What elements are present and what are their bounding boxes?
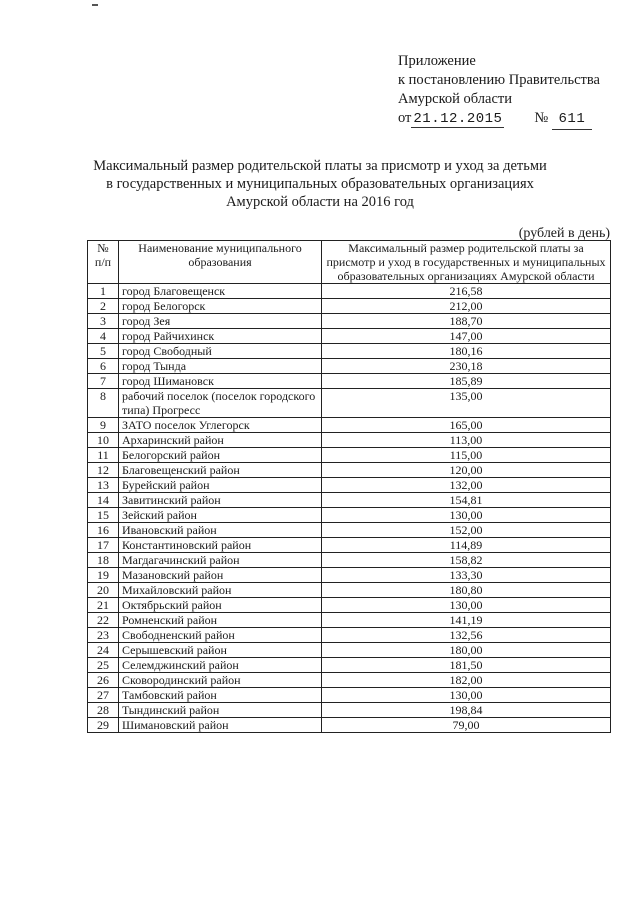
header-value: Максимальный размер родительской платы за присмотр и уход в государственных и муниципальных образовательных организациях Амурской области bbox=[322, 241, 611, 284]
table-row bbox=[88, 284, 611, 299]
row-value: 216,58 bbox=[322, 284, 611, 299]
row-name: Тындинский район bbox=[119, 703, 322, 718]
appendix-region: Амурской области bbox=[398, 91, 512, 107]
row-number: 22 bbox=[88, 613, 119, 628]
row-value: 130,00 bbox=[322, 688, 611, 703]
table-row bbox=[88, 718, 611, 733]
table-row bbox=[88, 493, 611, 508]
row-number: 8 bbox=[88, 389, 119, 418]
row-number: 2 bbox=[88, 299, 119, 314]
row-name: Серышевский район bbox=[119, 643, 322, 658]
row-name: город Свободный bbox=[119, 344, 322, 359]
row-number: 9 bbox=[88, 418, 119, 433]
row-number: 3 bbox=[88, 314, 119, 329]
row-number: 7 bbox=[88, 374, 119, 389]
row-value: 180,16 bbox=[322, 344, 611, 359]
appendix-date-line bbox=[398, 109, 600, 130]
fee-table bbox=[87, 240, 611, 733]
table-row bbox=[88, 538, 611, 553]
row-number: 17 bbox=[88, 538, 119, 553]
row-value: 132,00 bbox=[322, 478, 611, 493]
table-row bbox=[88, 418, 611, 433]
row-number: 29 bbox=[88, 718, 119, 733]
table-row bbox=[88, 703, 611, 718]
document-title: Максимальный размер родительской платы за присмотр и уход за детьми в государственных и муниципальных образовательных организациях Амурской области на 2016 год bbox=[93, 158, 547, 210]
row-value: 132,56 bbox=[322, 628, 611, 643]
row-name: Октябрьский район bbox=[119, 598, 322, 613]
row-name: Благовещенский район bbox=[119, 463, 322, 478]
row-value: 130,00 bbox=[322, 508, 611, 523]
row-number: 26 bbox=[88, 673, 119, 688]
scan-mark bbox=[92, 4, 98, 6]
table-header-row bbox=[88, 241, 611, 284]
date-value: 21.12.2015 bbox=[413, 111, 503, 127]
row-number: 11 bbox=[88, 448, 119, 463]
row-number: 4 bbox=[88, 329, 119, 344]
row-value: 133,30 bbox=[322, 568, 611, 583]
row-number: 6 bbox=[88, 359, 119, 374]
table-row bbox=[88, 658, 611, 673]
row-value: 130,00 bbox=[322, 598, 611, 613]
row-value: 188,70 bbox=[322, 314, 611, 329]
row-value: 185,89 bbox=[322, 374, 611, 389]
row-number: 25 bbox=[88, 658, 119, 673]
row-value: 120,00 bbox=[322, 463, 611, 478]
row-number: 27 bbox=[88, 688, 119, 703]
row-number: 24 bbox=[88, 643, 119, 658]
row-name: Зейский район bbox=[119, 508, 322, 523]
row-value: 115,00 bbox=[322, 448, 611, 463]
row-number: 14 bbox=[88, 493, 119, 508]
table-row bbox=[88, 613, 611, 628]
row-name: Белогорский район bbox=[119, 448, 322, 463]
row-number: 28 bbox=[88, 703, 119, 718]
table-row bbox=[88, 643, 611, 658]
row-number: 13 bbox=[88, 478, 119, 493]
appendix-block bbox=[398, 52, 600, 130]
units-label: (рублей в день) bbox=[518, 226, 610, 241]
row-name: город Райчихинск bbox=[119, 329, 322, 344]
row-value: 114,89 bbox=[322, 538, 611, 553]
row-name: город Тында bbox=[119, 359, 322, 374]
row-number: 18 bbox=[88, 553, 119, 568]
row-name: Шимановский район bbox=[119, 718, 322, 733]
row-name: Архаринский район bbox=[119, 433, 322, 448]
row-name: Константиновский район bbox=[119, 538, 322, 553]
row-name: город Белогорск bbox=[119, 299, 322, 314]
number-value: 611 bbox=[552, 110, 592, 130]
row-name: Селемджинский район bbox=[119, 658, 322, 673]
row-name: Тамбовский район bbox=[119, 688, 322, 703]
row-value: 158,82 bbox=[322, 553, 611, 568]
appendix-label: Приложение bbox=[398, 53, 476, 69]
row-name: Ивановский район bbox=[119, 523, 322, 538]
row-value: 79,00 bbox=[322, 718, 611, 733]
table-row bbox=[88, 299, 611, 314]
table-row bbox=[88, 553, 611, 568]
row-name: Михайловский район bbox=[119, 583, 322, 598]
row-name: город Благовещенск bbox=[119, 284, 322, 299]
table-row bbox=[88, 598, 611, 613]
number-prefix: № bbox=[534, 110, 549, 126]
row-value: 180,00 bbox=[322, 643, 611, 658]
row-number: 21 bbox=[88, 598, 119, 613]
row-value: 135,00 bbox=[322, 389, 611, 418]
row-value: 180,80 bbox=[322, 583, 611, 598]
header-name: Наименование муниципального образования bbox=[119, 241, 322, 284]
row-value: 113,00 bbox=[322, 433, 611, 448]
row-number: 15 bbox=[88, 508, 119, 523]
row-number: 10 bbox=[88, 433, 119, 448]
row-value: 182,00 bbox=[322, 673, 611, 688]
table-body bbox=[88, 284, 611, 733]
table-row bbox=[88, 329, 611, 344]
table-row bbox=[88, 433, 611, 448]
row-name: город Зея bbox=[119, 314, 322, 329]
row-name: Сковородинский район bbox=[119, 673, 322, 688]
row-name: Бурейский район bbox=[119, 478, 322, 493]
row-name: Магдагачинский район bbox=[119, 553, 322, 568]
table-row bbox=[88, 359, 611, 374]
row-name: Ромненский район bbox=[119, 613, 322, 628]
table-row bbox=[88, 389, 611, 418]
date-prefix: от bbox=[398, 110, 412, 126]
row-value: 141,19 bbox=[322, 613, 611, 628]
row-number: 23 bbox=[88, 628, 119, 643]
row-number: 20 bbox=[88, 583, 119, 598]
row-name: рабочий поселок (поселок городского типа) Прогресс bbox=[119, 389, 322, 418]
row-number: 12 bbox=[88, 463, 119, 478]
row-number: 5 bbox=[88, 344, 119, 359]
row-value: 152,00 bbox=[322, 523, 611, 538]
table-row bbox=[88, 478, 611, 493]
row-value: 230,18 bbox=[322, 359, 611, 374]
row-number: 1 bbox=[88, 284, 119, 299]
table-row bbox=[88, 344, 611, 359]
table-row bbox=[88, 374, 611, 389]
row-value: 147,00 bbox=[322, 329, 611, 344]
table-row bbox=[88, 463, 611, 478]
table-row bbox=[88, 688, 611, 703]
appendix-resolution: к постановлению Правительства bbox=[398, 72, 600, 88]
row-name: Завитинский район bbox=[119, 493, 322, 508]
table-row bbox=[88, 568, 611, 583]
row-value: 212,00 bbox=[322, 299, 611, 314]
row-value: 165,00 bbox=[322, 418, 611, 433]
row-value: 154,81 bbox=[322, 493, 611, 508]
row-number: 16 bbox=[88, 523, 119, 538]
row-name: город Шимановск bbox=[119, 374, 322, 389]
row-name: Свободненский район bbox=[119, 628, 322, 643]
table-row bbox=[88, 523, 611, 538]
row-number: 19 bbox=[88, 568, 119, 583]
row-value: 198,84 bbox=[322, 703, 611, 718]
table-row bbox=[88, 314, 611, 329]
header-num: № п/п bbox=[88, 241, 119, 284]
table-row bbox=[88, 628, 611, 643]
row-name: ЗАТО поселок Углегорск bbox=[119, 418, 322, 433]
table-row bbox=[88, 508, 611, 523]
table-row bbox=[88, 448, 611, 463]
row-name: Мазановский район bbox=[119, 568, 322, 583]
table-row bbox=[88, 583, 611, 598]
row-value: 181,50 bbox=[322, 658, 611, 673]
table-row bbox=[88, 673, 611, 688]
